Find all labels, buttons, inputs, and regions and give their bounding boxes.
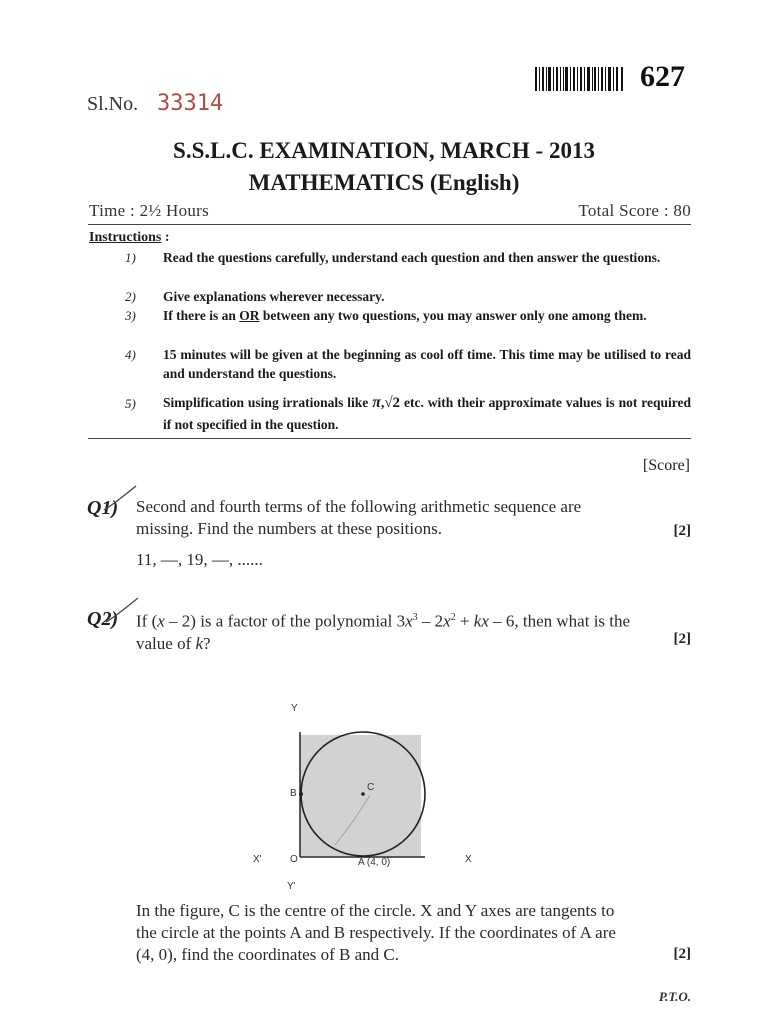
page-turn-note: P.T.O. xyxy=(658,989,691,1004)
sequence-text: 11, —, 19, —, ...... xyxy=(136,550,263,569)
time-allowed: Time : 2½ Hours xyxy=(89,201,210,220)
instruction-number: 1) xyxy=(125,250,136,265)
total-score: Total Score : 80 xyxy=(578,201,691,220)
question-number: Q1) xyxy=(87,497,119,519)
serial-number-label: Sl.No. xyxy=(87,93,139,115)
question-text: If (x – 2) is a factor of the polynomial $3x^3 - 2x^2$ + kx – 6, then what is the value of k? xyxy=(136,611,631,653)
axis-label-x: X xyxy=(465,854,472,865)
instruction-text: Simplification using irrationals like π,√2 etc. with their approximate values is not required if not specified in the question. xyxy=(163,394,691,432)
instruction-number: 3) xyxy=(125,308,136,323)
divider xyxy=(88,438,691,439)
point-c-label: C xyxy=(367,782,375,793)
instruction-number: 4) xyxy=(125,347,136,362)
question-marks: [2] xyxy=(673,523,691,539)
barcode-image xyxy=(535,67,623,91)
instruction-number: 5) xyxy=(125,396,136,411)
instruction-number: 2) xyxy=(125,289,136,304)
serial-number-value: 33314 xyxy=(157,91,224,116)
instruction-text: 15 minutes will be given at the beginning as cool off time. This time may be utilised to read and understand the questions. xyxy=(163,347,691,381)
question-text: In the figure, C is the centre of the circle. X and Y axes are tangents to the circle at the points A and B respectively. If the coordinates of A are (4, 0), find the coordinates of B and C. xyxy=(136,901,616,964)
axis-label-x-prime: X' xyxy=(253,854,262,865)
point-a-label: A (4, 0) xyxy=(358,857,391,868)
question-marks: [2] xyxy=(673,631,691,647)
exam-title: S.S.L.C. EXAMINATION, MARCH - 2013 xyxy=(173,138,595,163)
axis-label-y: Y xyxy=(291,703,298,714)
instruction-text: If there is an OR between any two questions, you may answer only one among them. xyxy=(163,308,647,323)
score-column-heading: [Score] xyxy=(642,457,690,474)
point-b-label: B xyxy=(290,788,297,799)
circle-figure xyxy=(240,700,480,900)
question-number: Q2) xyxy=(87,608,119,630)
instruction-text: Give explanations wherever necessary. xyxy=(163,289,385,304)
question-marks: [2] xyxy=(673,946,691,962)
paper-code: 627 xyxy=(640,60,685,93)
question-text: Second and fourth terms of the following arithmetic sequence are missing. Find the numbers at these positions. xyxy=(136,497,582,538)
origin-label: O xyxy=(290,854,298,865)
instruction-text: Read the questions carefully, understand each question and then answer the questions. xyxy=(163,250,661,265)
axis-label-y-prime: Y' xyxy=(287,881,296,892)
tick-mark-icon xyxy=(100,482,140,516)
instructions-heading: Instructions : xyxy=(89,230,170,245)
divider xyxy=(88,224,691,225)
subject-title: MATHEMATICS (English) xyxy=(248,170,520,195)
